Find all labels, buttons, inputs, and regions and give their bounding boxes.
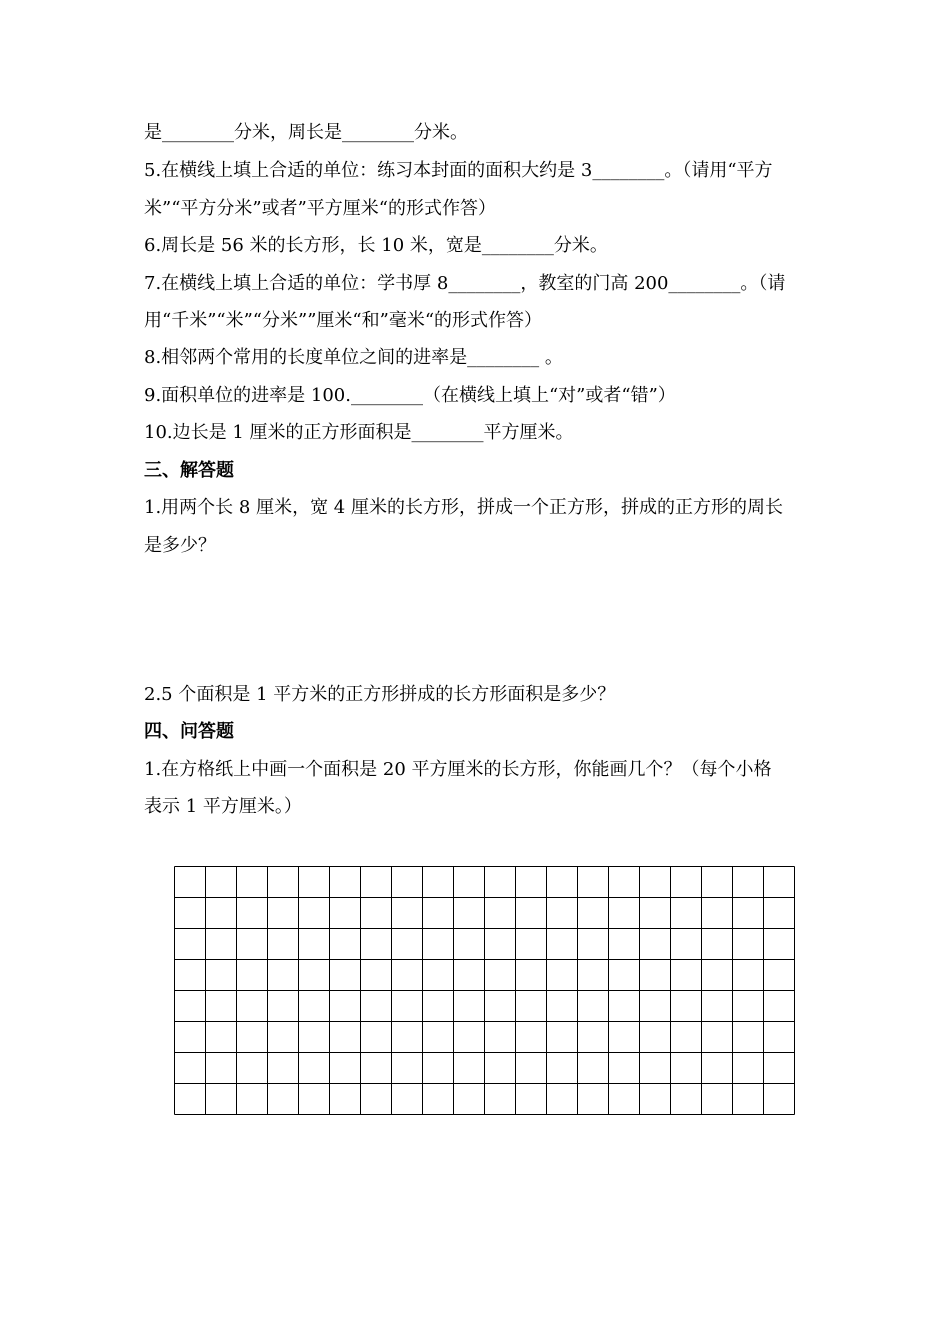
line-s3-q1: 1.用两个长 8 厘米，宽 4 厘米的长方形，拼成一个正方形，拼成的正方形的周长 — [144, 497, 783, 518]
section-heading-3: 三、解答题 — [144, 460, 234, 481]
line-q4-cont: 是________分米，周长是________分米。 — [144, 122, 468, 143]
line-q9: 9.面积单位的进率是 100.________（在横线上填上“对”或者“错”） — [144, 385, 676, 406]
line-q5: 5.在横线上填上合适的单位：练习本封面的面积大约是 3________。（请用“平方 — [144, 160, 773, 181]
section-heading-4: 四、问答题 — [144, 721, 234, 742]
line-s3-q2: 2.5 个面积是 1 平方米的正方形拼成的长方形面积是多少？ — [144, 684, 616, 705]
grid-paper — [174, 866, 796, 1116]
line-q6: 6.周长是 56 米的长方形，长 10 米，宽是________分米。 — [144, 235, 608, 256]
line-s4-q1-cont: 表示 1 平方厘米。） — [144, 796, 302, 817]
line-q7-cont: 用“千米”“米”“分米””厘米“和”毫米“的形式作答） — [144, 310, 543, 331]
line-q7: 7.在横线上填上合适的单位：学书厚 8________，教室的门高 200________。（请 — [144, 273, 786, 294]
line-q10: 10.边长是 1 厘米的正方形面积是________平方厘米。 — [144, 422, 574, 443]
line-s4-q1: 1.在方格纸上中画一个面积是 20 平方厘米的长方形，你能画几个？（每个小格 — [144, 759, 772, 780]
line-s3-q1-cont: 是多少？ — [144, 535, 216, 556]
line-q5-cont: 米”“平方分米”或者”平方厘米“的形式作答） — [144, 198, 497, 219]
line-q8: 8.相邻两个常用的长度单位之间的进率是________ 。 — [144, 347, 563, 368]
